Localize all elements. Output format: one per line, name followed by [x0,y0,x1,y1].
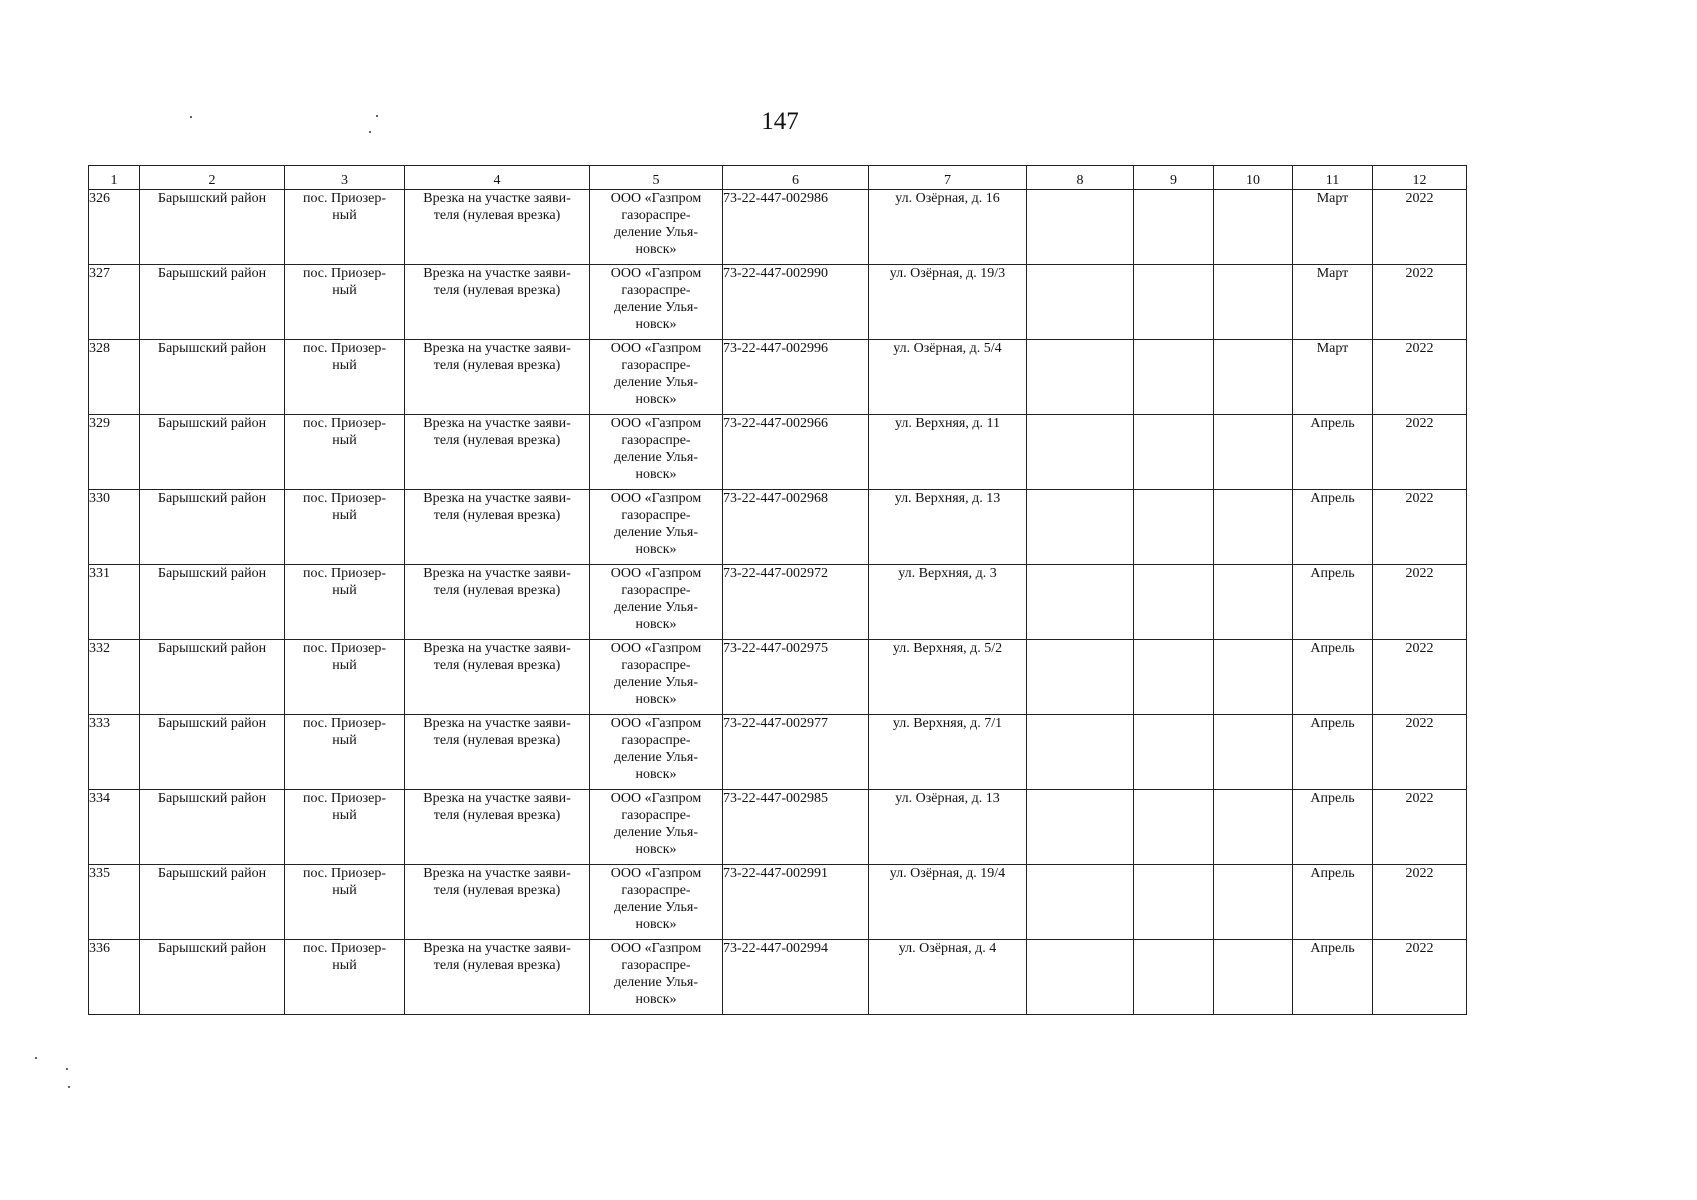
organization-cell-line: новск» [635,542,677,557]
organization-cell-line: ООО «Газпром [610,266,702,281]
object-id-cell: 73-22-447-002990 [723,265,869,340]
settlement-cell-line: пос. Приозер- [302,566,387,581]
organization-cell-line: газораспре- [621,658,691,673]
object-id-cell: 73-22-447-002985 [723,790,869,865]
organization-cell-line: деление Улья- [613,375,699,390]
organization-cell-line: деление Улья- [613,675,699,690]
organization-cell-line: газораспре- [621,958,691,973]
object-id-cell: 73-22-447-002994 [723,940,869,1015]
settlement-cell-line: ный [332,208,357,223]
district-cell: Барышский район [140,265,285,340]
organization-cell-line: ООО «Газпром [610,491,702,506]
settlement-cell-line: ный [332,583,357,598]
district-cell: Барышский район [140,565,285,640]
work-type-cell [405,715,590,790]
column-9-cell [1134,415,1214,490]
district-cell: Барышский район [140,415,285,490]
organization-cell-line: деление Улья- [613,975,699,990]
organization-cell-line: деление Улья- [613,300,699,315]
column-8-cell [1027,565,1134,640]
work-type-cell-line: теля (нулевая врезка) [433,433,561,448]
work-type-cell-line: теля (нулевая врезка) [433,283,561,298]
column-9-cell [1134,790,1214,865]
organization-cell-line: новск» [635,692,677,707]
district-cell: Барышский район [140,640,285,715]
year-cell: 2022 [1373,340,1467,415]
work-type-cell [405,940,590,1015]
year-cell: 2022 [1373,715,1467,790]
address-cell: ул. Озёрная, д. 16 [869,190,1027,265]
object-id-cell: 73-22-447-002975 [723,640,869,715]
settlement-cell-line: ный [332,808,357,823]
object-id-cell: 73-22-447-002966 [723,415,869,490]
scan-speck [68,1086,70,1088]
table-row [89,190,1467,265]
address-cell: ул. Озёрная, д. 5/4 [869,340,1027,415]
table-row [89,415,1467,490]
organization-cell-line: ООО «Газпром [610,566,702,581]
settlement-cell-line: пос. Приозер- [302,791,387,806]
month-cell: Апрель [1293,490,1373,565]
settlement-cell [285,715,405,790]
column-header-2: 2 [140,166,285,190]
work-type-cell-line: Врезка на участке заяви- [423,941,571,956]
settlement-cell-line: пос. Приозер- [302,266,387,281]
month-cell: Апрель [1293,415,1373,490]
work-type-cell-line: Врезка на участке заяви- [423,791,571,806]
column-header-5: 5 [590,166,723,190]
work-type-cell-line: Врезка на участке заяви- [423,341,571,356]
address-cell: ул. Озёрная, д. 19/3 [869,265,1027,340]
organization-cell-line: ООО «Газпром [610,791,702,806]
row-number-cell: 332 [89,640,140,715]
column-header-7: 7 [869,166,1027,190]
work-type-cell-line: теля (нулевая врезка) [433,808,561,823]
scan-speck [190,116,192,118]
row-number-cell: 330 [89,490,140,565]
column-10-cell [1214,715,1293,790]
column-8-cell [1027,190,1134,265]
district-cell: Барышский район [140,490,285,565]
organization-cell [590,190,723,265]
month-cell: Март [1293,190,1373,265]
column-9-cell [1134,565,1214,640]
column-header-9: 9 [1134,166,1214,190]
column-10-cell [1214,190,1293,265]
scan-speck [66,1068,68,1070]
settlement-cell [285,565,405,640]
organization-cell [590,565,723,640]
object-id-cell: 73-22-447-002986 [723,190,869,265]
column-10-cell [1214,865,1293,940]
month-cell: Апрель [1293,790,1373,865]
column-9-cell [1134,640,1214,715]
work-type-cell-line: теля (нулевая врезка) [433,583,561,598]
work-type-cell-line: теля (нулевая врезка) [433,508,561,523]
month-cell: Апрель [1293,640,1373,715]
settlement-cell [285,640,405,715]
settlement-cell-line: пос. Приозер- [302,341,387,356]
settlement-cell-line: ный [332,283,357,298]
work-type-cell-line: Врезка на участке заяви- [423,491,571,506]
organization-cell-line: деление Улья- [613,900,699,915]
row-number-cell: 326 [89,190,140,265]
row-number-cell: 329 [89,415,140,490]
settlement-cell [285,940,405,1015]
work-type-cell [405,790,590,865]
settlement-cell [285,415,405,490]
organization-cell-line: газораспре- [621,583,691,598]
work-type-cell [405,490,590,565]
column-9-cell [1134,490,1214,565]
work-type-cell-line: теля (нулевая врезка) [433,958,561,973]
organization-cell-line: газораспре- [621,358,691,373]
district-cell: Барышский район [140,865,285,940]
work-type-cell-line: теля (нулевая врезка) [433,883,561,898]
settlement-cell [285,340,405,415]
address-cell: ул. Озёрная, д. 19/4 [869,865,1027,940]
column-9-cell [1134,265,1214,340]
settlement-cell-line: ный [332,433,357,448]
column-10-cell [1214,565,1293,640]
organization-cell [590,265,723,340]
column-9-cell [1134,340,1214,415]
settlement-cell-line: ный [332,508,357,523]
settlement-cell [285,790,405,865]
organization-cell [590,340,723,415]
year-cell: 2022 [1373,490,1467,565]
settlement-cell-line: пос. Приозер- [302,491,387,506]
district-cell: Барышский район [140,715,285,790]
column-8-cell [1027,415,1134,490]
settlement-cell-line: ный [332,658,357,673]
month-cell: Апрель [1293,565,1373,640]
district-cell: Барышский район [140,190,285,265]
settlement-cell-line: пос. Приозер- [302,866,387,881]
address-cell: ул. Верхняя, д. 5/2 [869,640,1027,715]
table-row [89,640,1467,715]
row-number-cell: 336 [89,940,140,1015]
work-type-cell-line: теля (нулевая врезка) [433,658,561,673]
organization-cell [590,940,723,1015]
table-row [89,715,1467,790]
table-row [89,565,1467,640]
organization-cell-line: газораспре- [621,508,691,523]
table-row [89,865,1467,940]
organization-cell-line: деление Улья- [613,825,699,840]
settlement-cell-line: ный [332,958,357,973]
organization-cell-line: ООО «Газпром [610,191,702,206]
organization-cell-line: ООО «Газпром [610,866,702,881]
row-number-cell: 331 [89,565,140,640]
work-type-cell-line: Врезка на участке заяви- [423,641,571,656]
header-row [89,166,1467,190]
year-cell: 2022 [1373,565,1467,640]
table-row [89,790,1467,865]
organization-cell [590,715,723,790]
row-number-cell: 328 [89,340,140,415]
settlement-cell [285,865,405,940]
column-header-3: 3 [285,166,405,190]
organization-cell-line: новск» [635,767,677,782]
column-header-6: 6 [723,166,869,190]
column-header-1: 1 [89,166,140,190]
organization-cell-line: деление Улья- [613,225,699,240]
settlement-cell-line: ный [332,358,357,373]
settlement-cell-line: пос. Приозер- [302,716,387,731]
row-number-cell: 335 [89,865,140,940]
row-number-cell: 333 [89,715,140,790]
settlement-cell-line: ный [332,883,357,898]
work-type-cell [405,640,590,715]
organization-cell-line: газораспре- [621,883,691,898]
row-number-cell: 334 [89,790,140,865]
column-8-cell [1027,265,1134,340]
settlement-cell [285,265,405,340]
object-id-cell: 73-22-447-002972 [723,565,869,640]
work-type-cell [405,265,590,340]
organization-cell-line: новск» [635,467,677,482]
settlement-cell [285,490,405,565]
organization-cell [590,640,723,715]
column-8-cell [1027,340,1134,415]
organization-cell [590,790,723,865]
organization-cell-line: ООО «Газпром [610,341,702,356]
column-10-cell [1214,940,1293,1015]
column-10-cell [1214,490,1293,565]
column-9-cell [1134,940,1214,1015]
column-10-cell [1214,640,1293,715]
column-8-cell [1027,490,1134,565]
column-header-4: 4 [405,166,590,190]
organization-cell-line: газораспре- [621,283,691,298]
month-cell: Апрель [1293,865,1373,940]
year-cell: 2022 [1373,865,1467,940]
settlement-cell-line: пос. Приозер- [302,941,387,956]
column-header-11: 11 [1293,166,1373,190]
settlement-cell-line: ный [332,733,357,748]
column-8-cell [1027,640,1134,715]
organization-cell-line: новск» [635,392,677,407]
work-type-cell [405,565,590,640]
table-header [89,166,1467,190]
column-9-cell [1134,190,1214,265]
year-cell: 2022 [1373,940,1467,1015]
work-type-cell-line: теля (нулевая врезка) [433,358,561,373]
column-10-cell [1214,415,1293,490]
column-8-cell [1027,715,1134,790]
organization-cell-line: новск» [635,842,677,857]
month-cell: Март [1293,340,1373,415]
work-type-cell [405,865,590,940]
table-row [89,265,1467,340]
object-id-cell: 73-22-447-002996 [723,340,869,415]
organization-cell-line: газораспре- [621,733,691,748]
table-row [89,940,1467,1015]
scan-speck [35,1057,37,1059]
organization-cell-line: ООО «Газпром [610,416,702,431]
column-header-8: 8 [1027,166,1134,190]
work-type-cell-line: Врезка на участке заяви- [423,716,571,731]
page-number: 147 [761,108,799,135]
work-type-cell-line: Врезка на участке заяви- [423,266,571,281]
organization-cell-line: новск» [635,317,677,332]
district-cell: Барышский район [140,790,285,865]
column-header-10: 10 [1214,166,1293,190]
work-type-cell [405,190,590,265]
settlement-cell-line: пос. Приозер- [302,191,387,206]
month-cell: Март [1293,265,1373,340]
work-type-cell [405,415,590,490]
settlement-cell [285,190,405,265]
work-type-cell-line: Врезка на участке заяви- [423,866,571,881]
address-cell: ул. Верхняя, д. 13 [869,490,1027,565]
column-8-cell [1027,940,1134,1015]
organization-cell-line: газораспре- [621,808,691,823]
settlement-cell-line: пос. Приозер- [302,416,387,431]
column-9-cell [1134,865,1214,940]
organization-cell-line: новск» [635,617,677,632]
organization-cell-line: деление Улья- [613,750,699,765]
object-id-cell: 73-22-447-002991 [723,865,869,940]
work-type-cell-line: Врезка на участке заяви- [423,566,571,581]
settlement-cell-line: пос. Приозер- [302,641,387,656]
organization-cell [590,865,723,940]
district-cell: Барышский район [140,940,285,1015]
table-body [89,190,1467,1015]
column-8-cell [1027,790,1134,865]
scan-speck [369,131,371,133]
organization-cell-line: ООО «Газпром [610,941,702,956]
register-table [88,165,1467,1015]
organization-cell-line: новск» [635,917,677,932]
organization-cell [590,415,723,490]
column-header-12: 12 [1373,166,1467,190]
work-type-cell-line: теля (нулевая врезка) [433,733,561,748]
organization-cell-line: новск» [635,242,677,257]
column-10-cell [1214,340,1293,415]
table-row [89,490,1467,565]
organization-cell-line: деление Улья- [613,525,699,540]
year-cell: 2022 [1373,265,1467,340]
organization-cell-line: новск» [635,992,677,1007]
work-type-cell [405,340,590,415]
work-type-cell-line: Врезка на участке заяви- [423,191,571,206]
organization-cell [590,490,723,565]
address-cell: ул. Озёрная, д. 13 [869,790,1027,865]
organization-cell-line: газораспре- [621,208,691,223]
scan-speck [376,115,378,117]
column-10-cell [1214,790,1293,865]
row-number-cell: 327 [89,265,140,340]
address-cell: ул. Озёрная, д. 4 [869,940,1027,1015]
column-9-cell [1134,715,1214,790]
work-type-cell-line: теля (нулевая врезка) [433,208,561,223]
month-cell: Апрель [1293,940,1373,1015]
organization-cell-line: газораспре- [621,433,691,448]
district-cell: Барышский район [140,340,285,415]
year-cell: 2022 [1373,190,1467,265]
organization-cell-line: ООО «Газпром [610,716,702,731]
year-cell: 2022 [1373,790,1467,865]
column-8-cell [1027,865,1134,940]
table-row [89,340,1467,415]
organization-cell-line: деление Улья- [613,600,699,615]
year-cell: 2022 [1373,640,1467,715]
address-cell: ул. Верхняя, д. 7/1 [869,715,1027,790]
address-cell: ул. Верхняя, д. 11 [869,415,1027,490]
object-id-cell: 73-22-447-002977 [723,715,869,790]
organization-cell-line: деление Улья- [613,450,699,465]
organization-cell-line: ООО «Газпром [610,641,702,656]
object-id-cell: 73-22-447-002968 [723,490,869,565]
month-cell: Апрель [1293,715,1373,790]
address-cell: ул. Верхняя, д. 3 [869,565,1027,640]
work-type-cell-line: Врезка на участке заяви- [423,416,571,431]
column-10-cell [1214,265,1293,340]
year-cell: 2022 [1373,415,1467,490]
